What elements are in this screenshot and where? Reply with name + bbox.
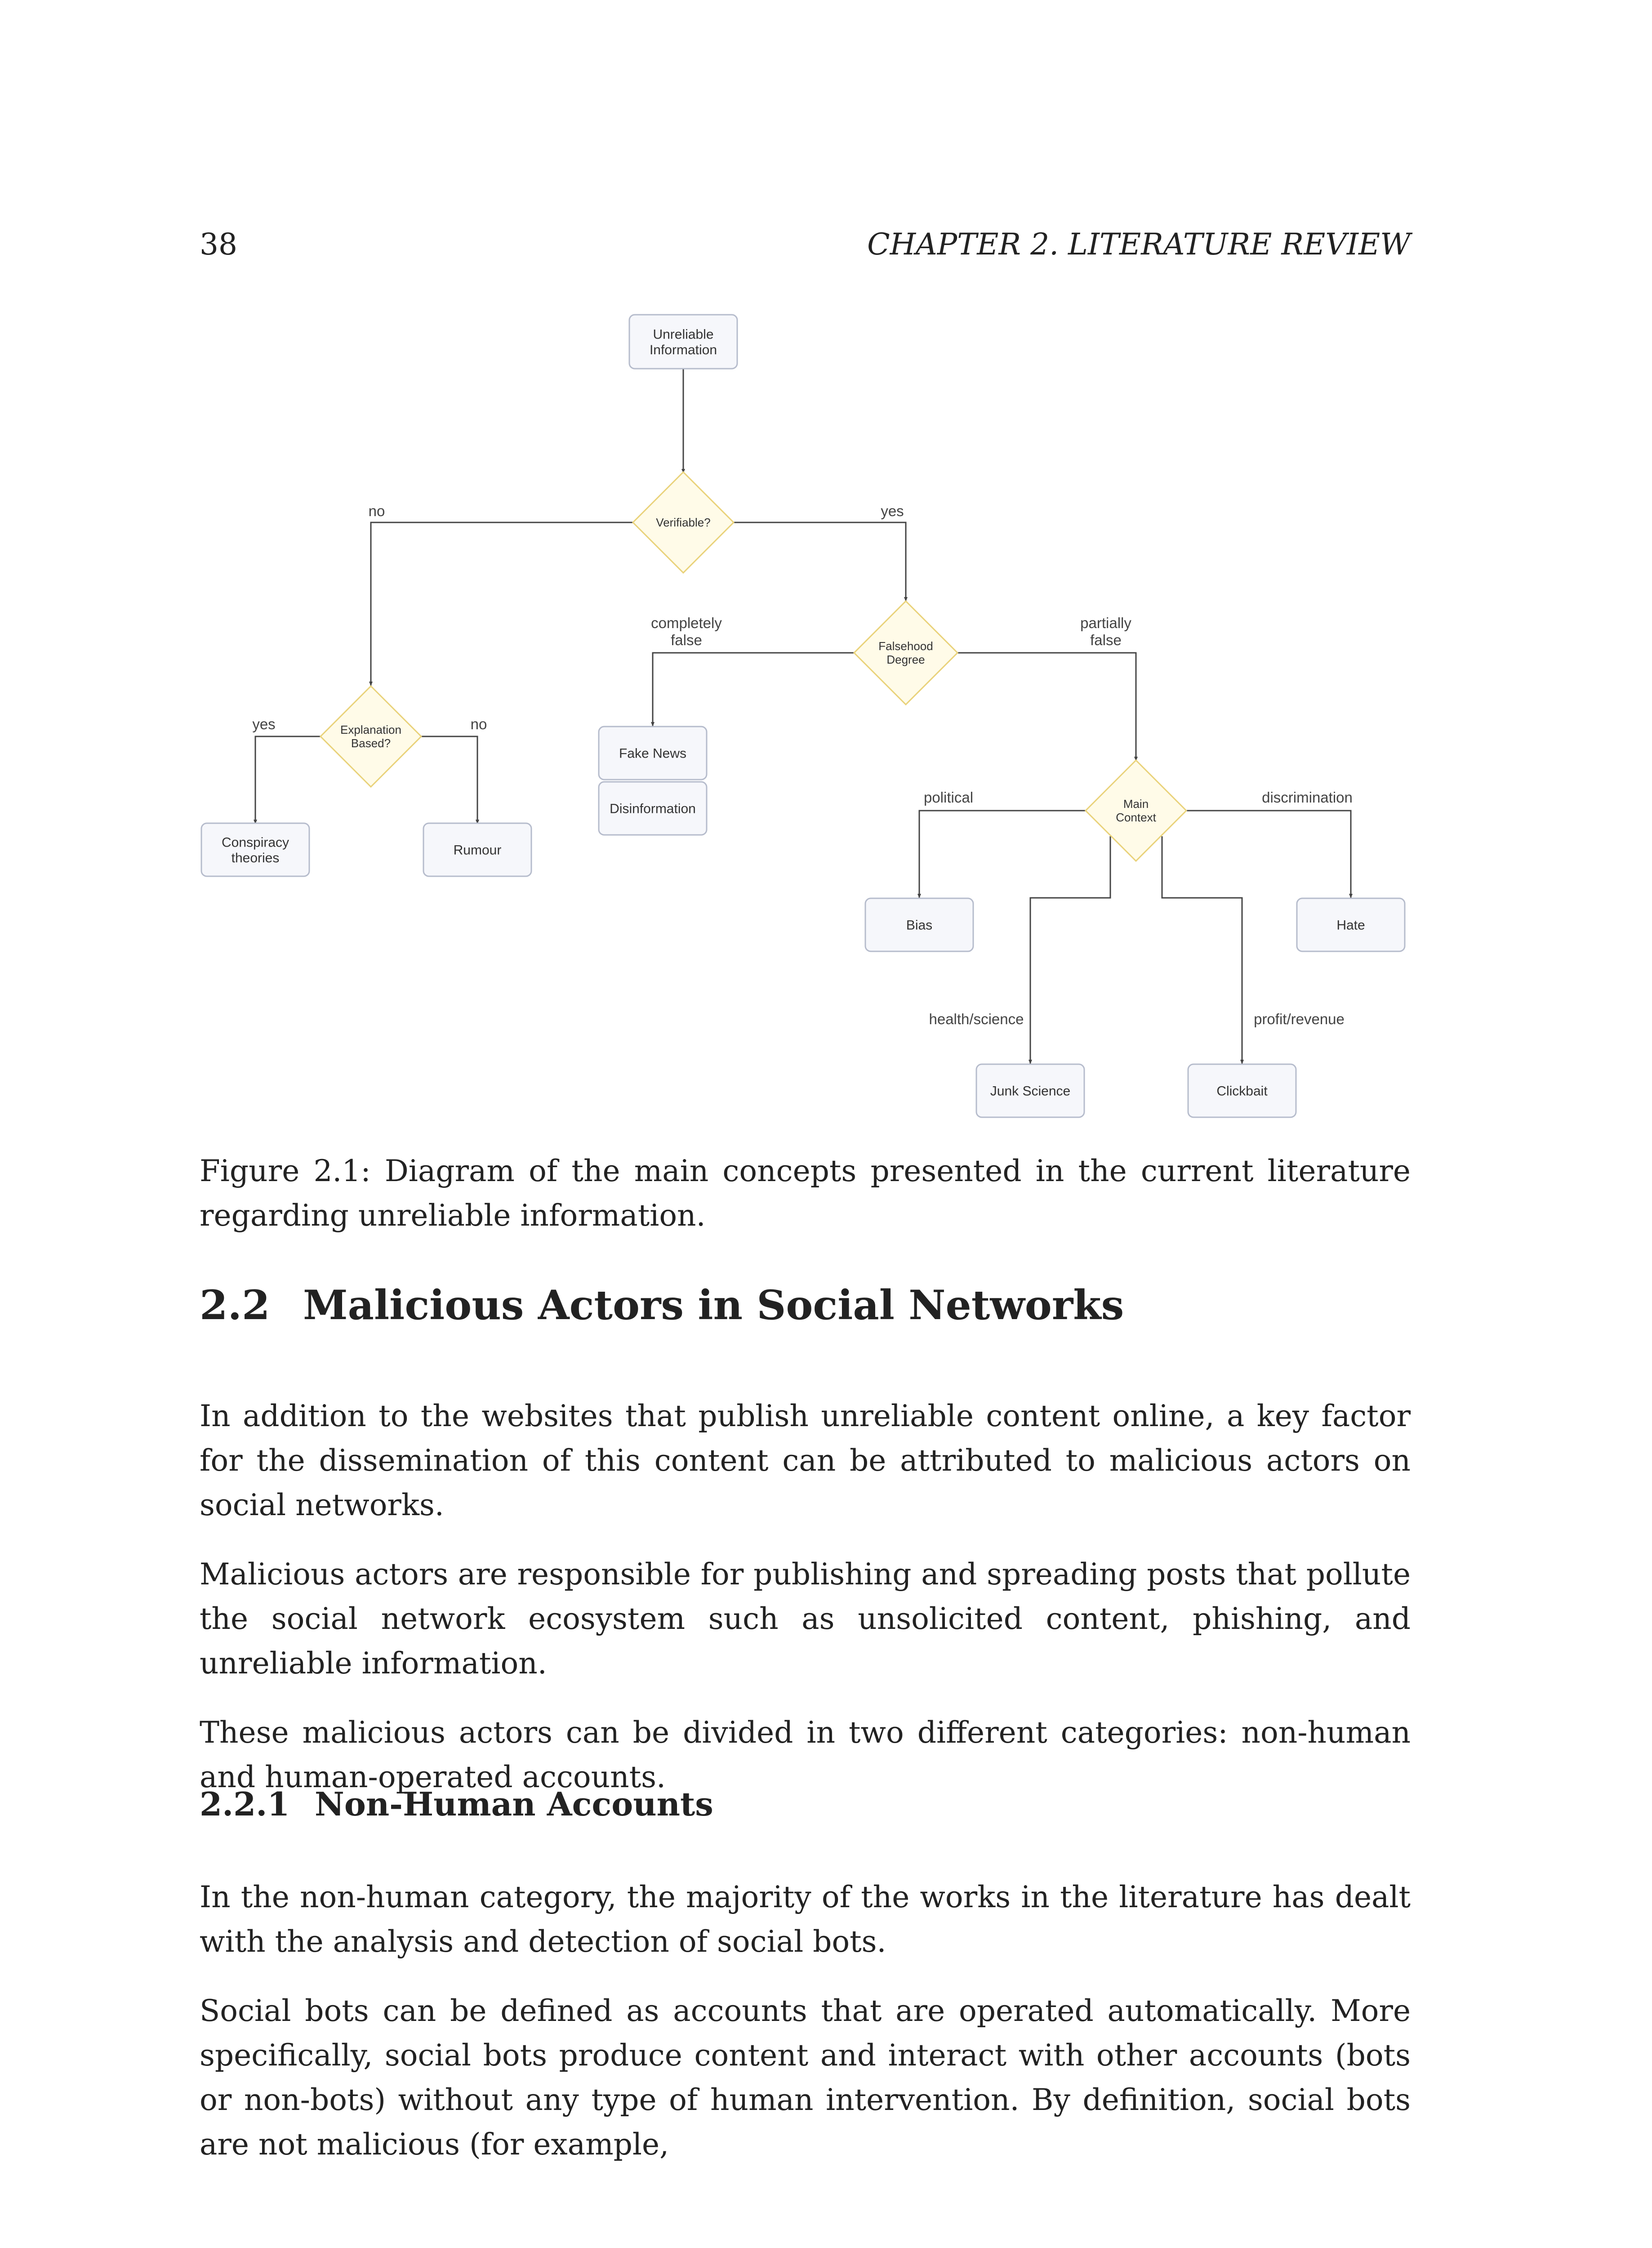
edge-verifiable-falsehood (733, 522, 906, 601)
edge-label-health: health/science (929, 1011, 1024, 1027)
edge-label-political: political (923, 789, 974, 806)
section-body (200, 1394, 1411, 1799)
edge-falsehood-context (957, 653, 1136, 761)
subsection-body (200, 1875, 1411, 2167)
paragraph: Malicious actors are responsible for publishing and spreading posts that pollute the social network ecosystem such as unsolicited content, phishing, and unreliable information. (200, 1557, 1411, 1681)
edge-explanation-rumour (421, 736, 477, 824)
node-verifiable-label: Verifiable? (656, 516, 711, 530)
edge-context-hate (1187, 811, 1351, 898)
subsection-heading (200, 1785, 713, 1823)
edge-label-exp-no: no (470, 716, 487, 732)
node-context-label: Context (1116, 811, 1156, 825)
edge-context-clickbait (1162, 836, 1242, 1064)
subsection-title: Non-Human Accounts (315, 1785, 713, 1823)
paragraph: In addition to the websites that publish unreliable content online, a key factor for the dissemination of this content can be attributed to malicious actors on social networks. (200, 1399, 1411, 1522)
node-explanation-label: Explanation (340, 723, 401, 737)
node-unreliable-label: Information (649, 342, 717, 357)
node-bias-label: Bias (906, 918, 933, 933)
node-conspiracy-label: Conspiracy (221, 835, 289, 850)
edge-label-partially: partially (1080, 615, 1131, 631)
paragraph: Social bots can be defined as accounts that are operated automatically. More specifically, social bots produce content and interact with other accounts (bots or non-bots) without any type of human intervention. By definition, social bots are not malicious (for example, (200, 1994, 1411, 2162)
node-falsehood-label: Falsehood (878, 639, 933, 653)
edge-label-ver-no: no (368, 503, 385, 519)
section-number: 2.2 (200, 1281, 270, 1329)
header-chapter-title: CHAPTER 2. LITERATURE REVIEW (867, 227, 1411, 262)
node-hate-label: Hate (1336, 918, 1365, 933)
edge-label-completely: false (671, 632, 702, 648)
figure-caption-text: Figure 2.1: Diagram of the main concepts presented in the current literature regarding unreliable information. (200, 1154, 1411, 1233)
edge-falsehood-fakenews (653, 653, 854, 726)
edge-verifiable-explanation (371, 522, 634, 686)
section-heading (200, 1281, 1124, 1329)
node-explanation-label: Based? (351, 736, 391, 750)
edge-context-junk (1030, 836, 1110, 1064)
section-title: Malicious Actors in Social Networks (303, 1281, 1124, 1329)
edge-explanation-conspiracy (255, 736, 321, 824)
node-fakenews-label: Fake News (619, 746, 687, 761)
node-disinformation-label: Disinformation (610, 801, 696, 816)
figure-caption (200, 1149, 1411, 1238)
edge-label-partially: false (1090, 632, 1122, 648)
node-clickbait-label: Clickbait (1216, 1084, 1268, 1099)
node-conspiracy-label: theories (231, 850, 280, 865)
edge-context-bias (919, 811, 1086, 898)
edge-label-exp-yes: yes (252, 716, 276, 732)
paragraph: In the non-human category, the majority of the works in the literature has dealt with the analysis and detection of social bots. (200, 1880, 1411, 1959)
edge-label-completely: completely (651, 615, 722, 631)
edge-label-ver-yes: yes (881, 503, 904, 519)
concept-flowchart (193, 306, 1416, 1124)
subsection-number: 2.2.1 (200, 1785, 290, 1823)
running-header (200, 227, 1411, 268)
node-junk-label: Junk Science (990, 1084, 1071, 1099)
node-context-label: Main (1123, 797, 1149, 811)
node-falsehood-label: Degree (886, 653, 925, 667)
paragraph: These malicious actors can be divided in two different categories: non-human and human-operated accounts. (200, 1715, 1411, 1794)
node-rumour-label: Rumour (453, 843, 502, 858)
edge-label-profit: profit/revenue (1254, 1011, 1345, 1027)
node-unreliable-label: Unreliable (653, 327, 714, 342)
edge-label-discrimination: discrimination (1262, 789, 1353, 806)
header-page-number: 38 (200, 227, 237, 262)
